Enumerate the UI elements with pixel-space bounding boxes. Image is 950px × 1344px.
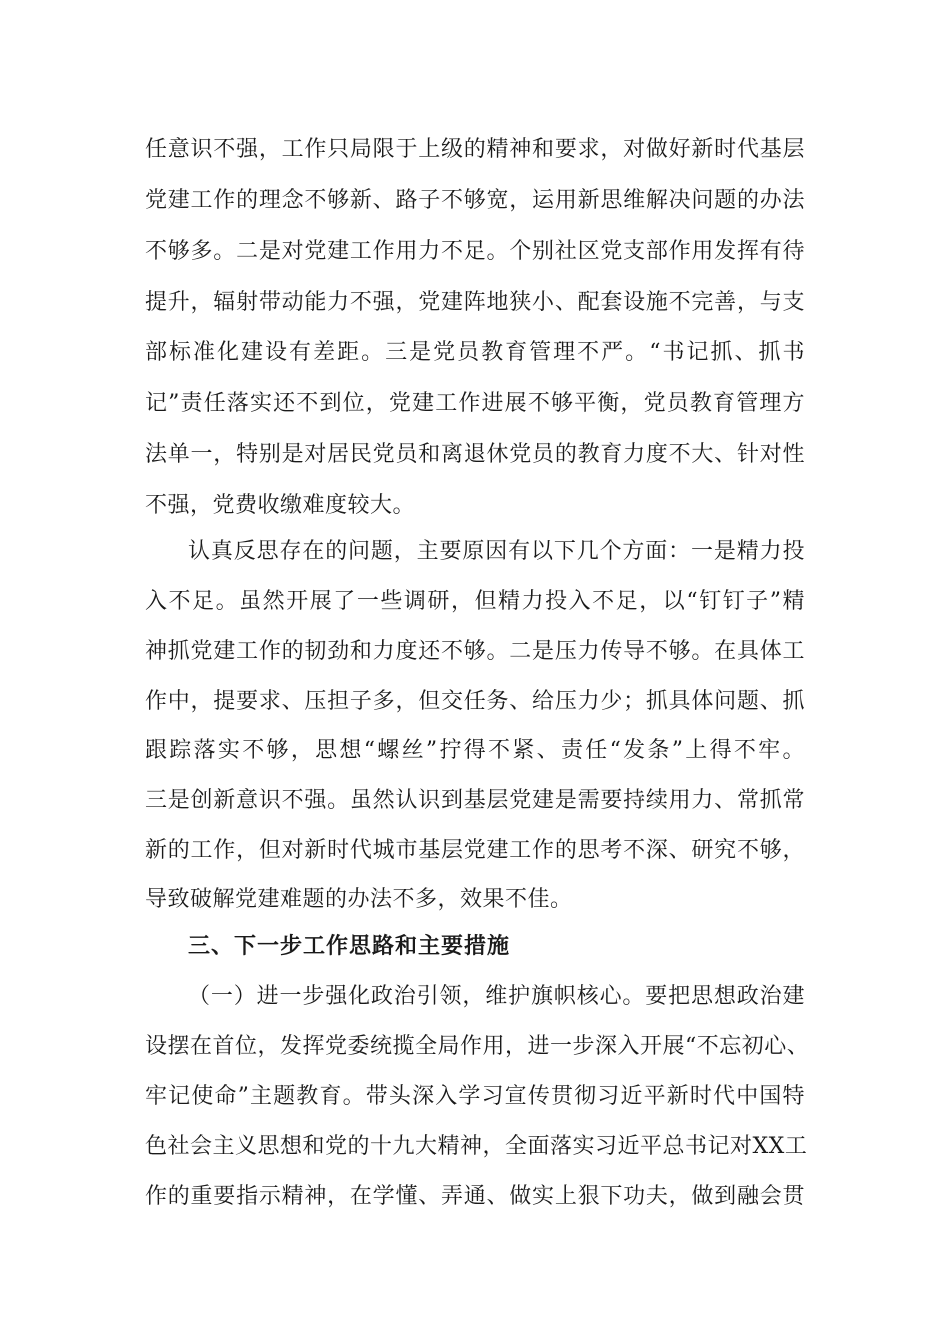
text-line: 党建工作的理念不够新、路子不够宽，运用新思维解决问题的办法 (145, 188, 805, 213)
text-line: 入不足。虽然开展了一些调研，但精力投入不足，以“钉钉子”精 (145, 589, 805, 614)
section-heading: 三、下一步工作思路和主要措施 (188, 934, 511, 959)
text-line: 作的重要指示精神，在学懂、弄通、做实上狠下功夫，做到融会贯 (145, 1184, 805, 1209)
text-line: 不强，党费收缴难度较大。 (145, 493, 416, 518)
text-line: 导致破解党建难题的办法不多，效果不佳。 (145, 887, 573, 912)
text-line: 跟踪落实不够，思想“螺丝”拧得不紧、责任“发条”上得不牢。 (145, 738, 805, 763)
text-line: 三是创新意识不强。虽然认识到基层党建是需要持续用力、常抓常 (145, 788, 805, 813)
text-line: 牢记使命”主题教育。带头深入学习宣传贯彻习近平新时代中国特 (145, 1084, 805, 1109)
text-line: 部标准化建设有差距。三是党员教育管理不严。“书记抓、抓书 (145, 340, 805, 365)
text-line: 任意识不强，工作只局限于上级的精神和要求，对做好新时代基层 (145, 137, 805, 162)
text-line: 认真反思存在的问题，主要原因有以下几个方面：一是精力投 (188, 539, 805, 564)
text-line: 设摆在首位，发挥党委统揽全局作用，进一步深入开展“不忘初心、 (145, 1034, 810, 1059)
text-line: 新的工作，但对新时代城市基层党建工作的思考不深、研究不够， (145, 838, 805, 863)
text-line: 色社会主义思想和党的十九大精神，全面落实习近平总书记对XX工 (145, 1134, 808, 1159)
text-line: 不够多。二是对党建工作用力不足。个别社区党支部作用发挥有待 (145, 239, 805, 264)
text-line: （一）进一步强化政治引领，维护旗帜核心。要把思想政治建 (188, 984, 805, 1009)
text-line: 法单一，特别是对居民党员和离退休党员的教育力度不大、针对性 (145, 442, 805, 467)
text-line: 记”责任落实还不到位，党建工作进展不够平衡，党员教育管理方 (145, 391, 805, 416)
text-line: 作中，提要求、压担子多，但交任务、给压力少；抓具体问题、抓 (145, 689, 805, 714)
text-line: 提升，辐射带动能力不强，党建阵地狭小、配套设施不完善，与支 (145, 290, 805, 315)
text-line: 神抓党建工作的韧劲和力度还不够。二是压力传导不够。在具体工 (145, 639, 805, 664)
